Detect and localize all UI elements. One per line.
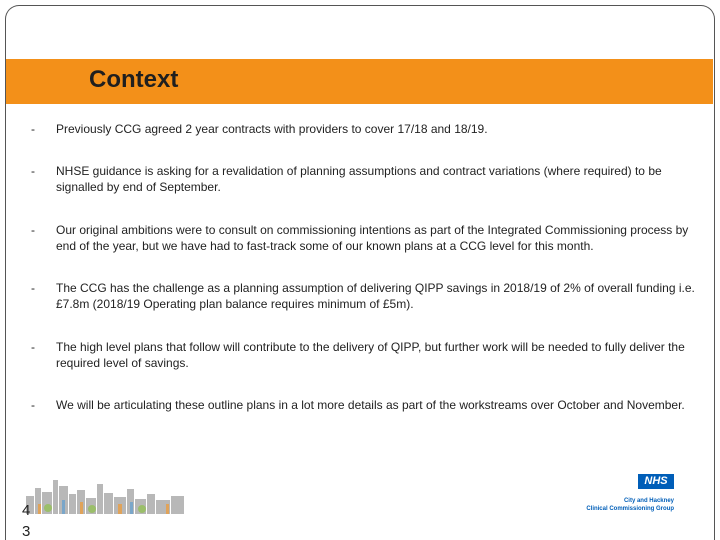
bullet-item: [28, 164, 708, 195]
bullet-item: [28, 398, 708, 414]
bullet-marker: -: [31, 164, 35, 178]
bullet-text: Previously CCG agreed 2 year contracts with providers to cover 17/18 and 18/19.: [56, 122, 488, 136]
bullet-item: [28, 122, 708, 138]
bullet-item: [28, 223, 708, 254]
org-name-line1: City and Hackney: [623, 498, 674, 504]
bullet-item: [28, 340, 708, 371]
nhs-logo: [575, 472, 680, 517]
page-title: Context: [89, 66, 179, 93]
city-skyline-graphic: [26, 474, 186, 514]
bullet-marker: -: [31, 223, 35, 237]
bullet-marker: -: [31, 122, 35, 136]
bullet-text: The high level plans that follow will contribute to the delivery of QIPP, but further work will be needed to fully deliver the required level of savings.: [56, 340, 685, 370]
org-name-line2: Clinical Commissioning Group: [586, 506, 674, 512]
bullet-marker: -: [31, 398, 35, 412]
bullet-text: The CCG has the challenge as a planning assumption of delivering QIPP savings in 2018/19 of 2% of overall funding i.e. £7.8m (2018/19 Operating plan balance requires minimum of £5m).: [56, 281, 695, 311]
bullet-marker: -: [31, 340, 35, 354]
bullet-item: [28, 281, 708, 312]
bullet-text: Our original ambitions were to consult on commissioning intentions as part of the Integrated Commissioning process by end of the year, but we have had to fast-track some of our known plans at a CCG level for this month.: [56, 223, 689, 253]
page-number: 4 3: [22, 502, 31, 540]
bullet-text: We will be articulating these outline plans in a lot more details as part of the workstreams over October and November.: [56, 398, 685, 412]
bullet-text: NHSE guidance is asking for a revalidation of planning assumptions and contract variations (where required) to be signalled by end of September.: [56, 164, 662, 194]
bullet-marker: -: [31, 281, 35, 295]
nhs-mark: NHS: [638, 474, 674, 489]
